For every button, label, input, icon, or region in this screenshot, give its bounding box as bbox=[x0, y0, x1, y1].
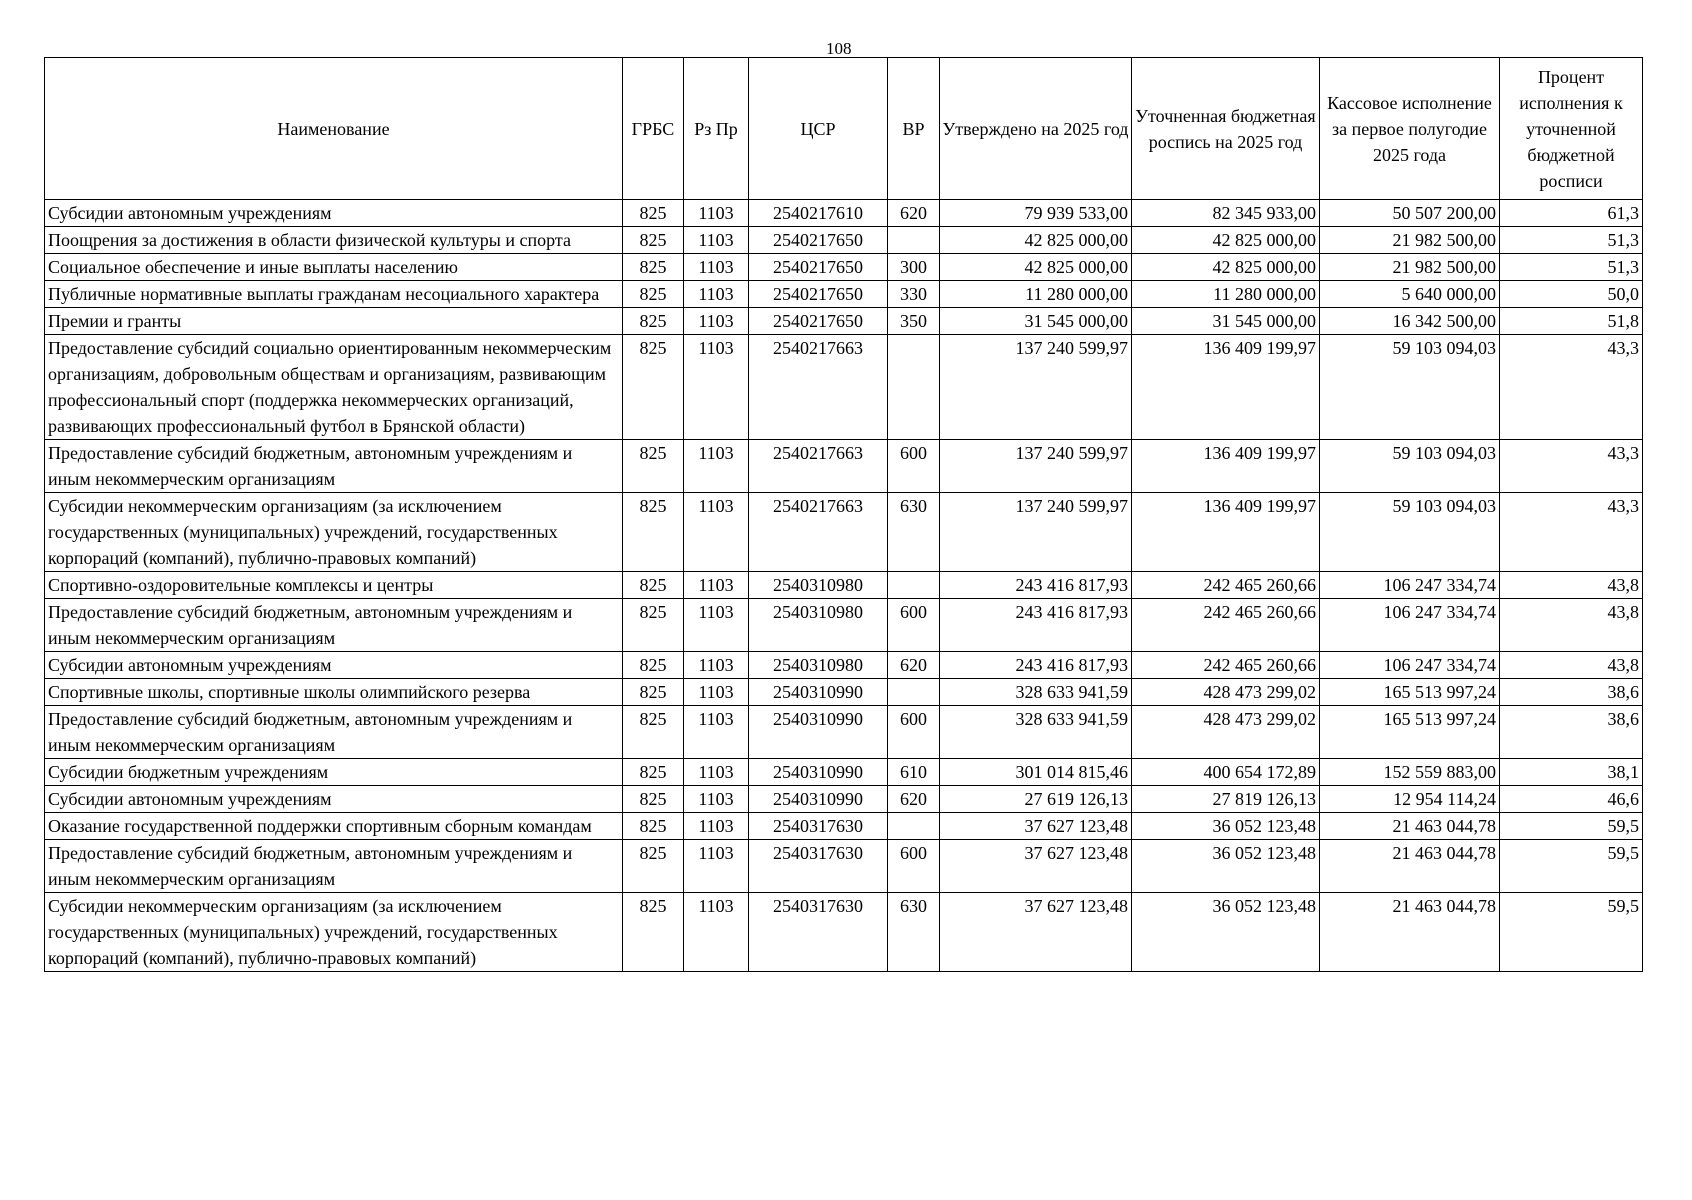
cell-vr: 600 bbox=[888, 440, 940, 493]
cell-rzpr: 1103 bbox=[684, 759, 749, 786]
cell-csr: 2540317630 bbox=[749, 893, 888, 972]
cell-csr: 2540310980 bbox=[749, 599, 888, 652]
cell-vr bbox=[888, 679, 940, 706]
cell-csr: 2540217663 bbox=[749, 493, 888, 572]
cell-percent: 61,3 bbox=[1500, 200, 1643, 227]
table-row bbox=[45, 840, 1643, 893]
cell-percent: 38,1 bbox=[1500, 759, 1643, 786]
cell-vr: 600 bbox=[888, 599, 940, 652]
table-row bbox=[45, 893, 1643, 972]
cell-percent: 51,3 bbox=[1500, 227, 1643, 254]
cell-refined: 27 819 126,13 bbox=[1132, 786, 1320, 813]
cell-csr: 2540217650 bbox=[749, 254, 888, 281]
cell-vr bbox=[888, 572, 940, 599]
cell-percent: 50,0 bbox=[1500, 281, 1643, 308]
cell-refined: 136 409 199,97 bbox=[1132, 335, 1320, 440]
cell-refined: 36 052 123,48 bbox=[1132, 893, 1320, 972]
table-row bbox=[45, 281, 1643, 308]
cell-percent: 43,3 bbox=[1500, 335, 1643, 440]
cell-csr: 2540217650 bbox=[749, 227, 888, 254]
cell-grbs: 825 bbox=[623, 840, 684, 893]
cell-cash: 165 513 997,24 bbox=[1320, 706, 1500, 759]
table-body bbox=[45, 200, 1643, 972]
cell-approved: 42 825 000,00 bbox=[940, 254, 1132, 281]
cell-percent: 51,3 bbox=[1500, 254, 1643, 281]
table-row bbox=[45, 599, 1643, 652]
cell-cash: 21 982 500,00 bbox=[1320, 254, 1500, 281]
cell-name: Субсидии автономным учреждениям bbox=[45, 200, 623, 227]
cell-name: Субсидии бюджетным учреждениям bbox=[45, 759, 623, 786]
cell-name: Премии и гранты bbox=[45, 308, 623, 335]
cell-approved: 11 280 000,00 bbox=[940, 281, 1132, 308]
cell-grbs: 825 bbox=[623, 254, 684, 281]
cell-name: Поощрения за достижения в области физической культуры и спорта bbox=[45, 227, 623, 254]
cell-csr: 2540317630 bbox=[749, 840, 888, 893]
cell-grbs: 825 bbox=[623, 652, 684, 679]
cell-vr: 620 bbox=[888, 786, 940, 813]
cell-cash: 59 103 094,03 bbox=[1320, 493, 1500, 572]
cell-percent: 43,3 bbox=[1500, 440, 1643, 493]
cell-cash: 21 463 044,78 bbox=[1320, 893, 1500, 972]
cell-percent: 38,6 bbox=[1500, 679, 1643, 706]
cell-cash: 21 463 044,78 bbox=[1320, 813, 1500, 840]
cell-percent: 43,8 bbox=[1500, 652, 1643, 679]
cell-vr: 630 bbox=[888, 493, 940, 572]
cell-name: Субсидии автономным учреждениям bbox=[45, 652, 623, 679]
cell-name: Предоставление субсидий бюджетным, автономным учреждениям и иным некоммерческим организациям bbox=[45, 440, 623, 493]
table-row bbox=[45, 308, 1643, 335]
cell-approved: 37 627 123,48 bbox=[940, 813, 1132, 840]
cell-rzpr: 1103 bbox=[684, 840, 749, 893]
cell-rzpr: 1103 bbox=[684, 652, 749, 679]
cell-cash: 106 247 334,74 bbox=[1320, 652, 1500, 679]
cell-csr: 2540310990 bbox=[749, 706, 888, 759]
cell-approved: 37 627 123,48 bbox=[940, 893, 1132, 972]
cell-grbs: 825 bbox=[623, 335, 684, 440]
cell-cash: 152 559 883,00 bbox=[1320, 759, 1500, 786]
cell-vr: 620 bbox=[888, 652, 940, 679]
cell-cash: 12 954 114,24 bbox=[1320, 786, 1500, 813]
cell-cash: 106 247 334,74 bbox=[1320, 572, 1500, 599]
cell-percent: 59,5 bbox=[1500, 893, 1643, 972]
cell-rzpr: 1103 bbox=[684, 706, 749, 759]
cell-name: Спортивные школы, спортивные школы олимпийского резерва bbox=[45, 679, 623, 706]
cell-approved: 42 825 000,00 bbox=[940, 227, 1132, 254]
cell-grbs: 825 bbox=[623, 493, 684, 572]
cell-rzpr: 1103 bbox=[684, 679, 749, 706]
cell-rzpr: 1103 bbox=[684, 335, 749, 440]
cell-refined: 428 473 299,02 bbox=[1132, 706, 1320, 759]
cell-refined: 400 654 172,89 bbox=[1132, 759, 1320, 786]
cell-refined: 242 465 260,66 bbox=[1132, 652, 1320, 679]
cell-cash: 59 103 094,03 bbox=[1320, 335, 1500, 440]
cell-csr: 2540310990 bbox=[749, 679, 888, 706]
cell-name: Субсидии некоммерческим организациям (за исключением государственных (муниципальных) учреждений, государственных корпораций (компаний), публично-правовых компаний) bbox=[45, 493, 623, 572]
budget-table bbox=[44, 57, 1643, 972]
cell-approved: 79 939 533,00 bbox=[940, 200, 1132, 227]
cell-percent: 51,8 bbox=[1500, 308, 1643, 335]
cell-approved: 137 240 599,97 bbox=[940, 335, 1132, 440]
cell-name: Субсидии некоммерческим организациям (за исключением государственных (муниципальных) учреждений, государственных корпораций (компаний), публично-правовых компаний) bbox=[45, 893, 623, 972]
cell-refined: 11 280 000,00 bbox=[1132, 281, 1320, 308]
cell-percent: 43,3 bbox=[1500, 493, 1643, 572]
cell-rzpr: 1103 bbox=[684, 440, 749, 493]
cell-grbs: 825 bbox=[623, 440, 684, 493]
cell-rzpr: 1103 bbox=[684, 227, 749, 254]
cell-grbs: 825 bbox=[623, 281, 684, 308]
cell-grbs: 825 bbox=[623, 308, 684, 335]
table-row bbox=[45, 200, 1643, 227]
cell-rzpr: 1103 bbox=[684, 254, 749, 281]
cell-rzpr: 1103 bbox=[684, 813, 749, 840]
cell-vr: 610 bbox=[888, 759, 940, 786]
cell-name: Предоставление субсидий бюджетным, автономным учреждениям и иным некоммерческим организациям bbox=[45, 706, 623, 759]
cell-vr: 330 bbox=[888, 281, 940, 308]
cell-approved: 31 545 000,00 bbox=[940, 308, 1132, 335]
cell-refined: 36 052 123,48 bbox=[1132, 813, 1320, 840]
cell-name: Публичные нормативные выплаты гражданам несоциального характера bbox=[45, 281, 623, 308]
table-row bbox=[45, 759, 1643, 786]
cell-cash: 5 640 000,00 bbox=[1320, 281, 1500, 308]
cell-vr: 350 bbox=[888, 308, 940, 335]
cell-vr: 600 bbox=[888, 840, 940, 893]
table-row bbox=[45, 706, 1643, 759]
cell-name: Предоставление субсидий бюджетным, автономным учреждениям и иным некоммерческим организациям bbox=[45, 840, 623, 893]
cell-approved: 328 633 941,59 bbox=[940, 706, 1132, 759]
cell-csr: 2540310990 bbox=[749, 786, 888, 813]
column-header-approved: Утверждено на 2025 год bbox=[940, 58, 1132, 200]
cell-refined: 136 409 199,97 bbox=[1132, 440, 1320, 493]
table-row bbox=[45, 679, 1643, 706]
cell-vr: 600 bbox=[888, 706, 940, 759]
cell-vr bbox=[888, 813, 940, 840]
page-number: 108 bbox=[826, 39, 852, 58]
table-row bbox=[45, 652, 1643, 679]
cell-csr: 2540217650 bbox=[749, 308, 888, 335]
table-row bbox=[45, 493, 1643, 572]
cell-percent: 43,8 bbox=[1500, 572, 1643, 599]
cell-csr: 2540217663 bbox=[749, 335, 888, 440]
table-row bbox=[45, 786, 1643, 813]
cell-grbs: 825 bbox=[623, 599, 684, 652]
cell-csr: 2540310980 bbox=[749, 572, 888, 599]
cell-cash: 165 513 997,24 bbox=[1320, 679, 1500, 706]
cell-vr bbox=[888, 335, 940, 440]
table-row bbox=[45, 572, 1643, 599]
cell-rzpr: 1103 bbox=[684, 200, 749, 227]
cell-approved: 301 014 815,46 bbox=[940, 759, 1132, 786]
cell-percent: 43,8 bbox=[1500, 599, 1643, 652]
table-row bbox=[45, 227, 1643, 254]
cell-cash: 21 463 044,78 bbox=[1320, 840, 1500, 893]
cell-vr bbox=[888, 227, 940, 254]
column-header-refined: Уточненная бюджетная роспись на 2025 год bbox=[1132, 58, 1320, 200]
cell-name: Спортивно-оздоровительные комплексы и центры bbox=[45, 572, 623, 599]
cell-vr: 630 bbox=[888, 893, 940, 972]
cell-rzpr: 1103 bbox=[684, 572, 749, 599]
cell-rzpr: 1103 bbox=[684, 281, 749, 308]
cell-grbs: 825 bbox=[623, 759, 684, 786]
cell-refined: 42 825 000,00 bbox=[1132, 254, 1320, 281]
cell-vr: 300 bbox=[888, 254, 940, 281]
cell-rzpr: 1103 bbox=[684, 599, 749, 652]
cell-rzpr: 1103 bbox=[684, 786, 749, 813]
cell-csr: 2540217610 bbox=[749, 200, 888, 227]
cell-name: Предоставление субсидий социально ориентированным некоммерческим организациям, добровольным обществам и организациям, развивающим профессиональный спорт (поддержка некоммерческих организаций, развивающих профессиональный футбол в Брянской области) bbox=[45, 335, 623, 440]
column-header-percent: Процент исполнения к уточненной бюджетной росписи bbox=[1500, 58, 1643, 200]
cell-refined: 82 345 933,00 bbox=[1132, 200, 1320, 227]
cell-grbs: 825 bbox=[623, 200, 684, 227]
cell-vr: 620 bbox=[888, 200, 940, 227]
cell-approved: 137 240 599,97 bbox=[940, 493, 1132, 572]
cell-cash: 59 103 094,03 bbox=[1320, 440, 1500, 493]
cell-csr: 2540217663 bbox=[749, 440, 888, 493]
column-header-grbs: ГРБС bbox=[623, 58, 684, 200]
cell-rzpr: 1103 bbox=[684, 308, 749, 335]
table-row bbox=[45, 440, 1643, 493]
cell-grbs: 825 bbox=[623, 572, 684, 599]
cell-grbs: 825 bbox=[623, 706, 684, 759]
cell-rzpr: 1103 bbox=[684, 893, 749, 972]
cell-percent: 59,5 bbox=[1500, 840, 1643, 893]
table-row bbox=[45, 254, 1643, 281]
cell-refined: 31 545 000,00 bbox=[1132, 308, 1320, 335]
column-header-vr: ВР bbox=[888, 58, 940, 200]
cell-approved: 243 416 817,93 bbox=[940, 652, 1132, 679]
cell-rzpr: 1103 bbox=[684, 493, 749, 572]
cell-name: Социальное обеспечение и иные выплаты населению bbox=[45, 254, 623, 281]
cell-cash: 21 982 500,00 bbox=[1320, 227, 1500, 254]
cell-grbs: 825 bbox=[623, 227, 684, 254]
cell-approved: 243 416 817,93 bbox=[940, 599, 1132, 652]
cell-percent: 46,6 bbox=[1500, 786, 1643, 813]
table-row bbox=[45, 335, 1643, 440]
table-header bbox=[45, 58, 1643, 200]
table-row bbox=[45, 813, 1643, 840]
header-row bbox=[45, 58, 1643, 200]
cell-refined: 428 473 299,02 bbox=[1132, 679, 1320, 706]
cell-refined: 42 825 000,00 bbox=[1132, 227, 1320, 254]
cell-csr: 2540317630 bbox=[749, 813, 888, 840]
cell-grbs: 825 bbox=[623, 893, 684, 972]
cell-cash: 50 507 200,00 bbox=[1320, 200, 1500, 227]
cell-cash: 106 247 334,74 bbox=[1320, 599, 1500, 652]
cell-approved: 328 633 941,59 bbox=[940, 679, 1132, 706]
cell-cash: 16 342 500,00 bbox=[1320, 308, 1500, 335]
cell-approved: 27 619 126,13 bbox=[940, 786, 1132, 813]
column-header-rzpr: Рз Пр bbox=[684, 58, 749, 200]
cell-csr: 2540217650 bbox=[749, 281, 888, 308]
cell-name: Оказание государственной поддержки спортивным сборным командам bbox=[45, 813, 623, 840]
column-header-csr: ЦСР bbox=[749, 58, 888, 200]
cell-refined: 242 465 260,66 bbox=[1132, 599, 1320, 652]
cell-approved: 37 627 123,48 bbox=[940, 840, 1132, 893]
cell-csr: 2540310980 bbox=[749, 652, 888, 679]
cell-grbs: 825 bbox=[623, 786, 684, 813]
cell-percent: 38,6 bbox=[1500, 706, 1643, 759]
cell-grbs: 825 bbox=[623, 813, 684, 840]
cell-refined: 242 465 260,66 bbox=[1132, 572, 1320, 599]
cell-refined: 36 052 123,48 bbox=[1132, 840, 1320, 893]
cell-name: Субсидии автономным учреждениям bbox=[45, 786, 623, 813]
column-header-cash: Кассовое исполнение за первое полугодие 2025 года bbox=[1320, 58, 1500, 200]
cell-refined: 136 409 199,97 bbox=[1132, 493, 1320, 572]
cell-grbs: 825 bbox=[623, 679, 684, 706]
cell-approved: 243 416 817,93 bbox=[940, 572, 1132, 599]
cell-name: Предоставление субсидий бюджетным, автономным учреждениям и иным некоммерческим организациям bbox=[45, 599, 623, 652]
cell-percent: 59,5 bbox=[1500, 813, 1643, 840]
cell-csr: 2540310990 bbox=[749, 759, 888, 786]
column-header-name: Наименование bbox=[45, 58, 623, 200]
cell-approved: 137 240 599,97 bbox=[940, 440, 1132, 493]
